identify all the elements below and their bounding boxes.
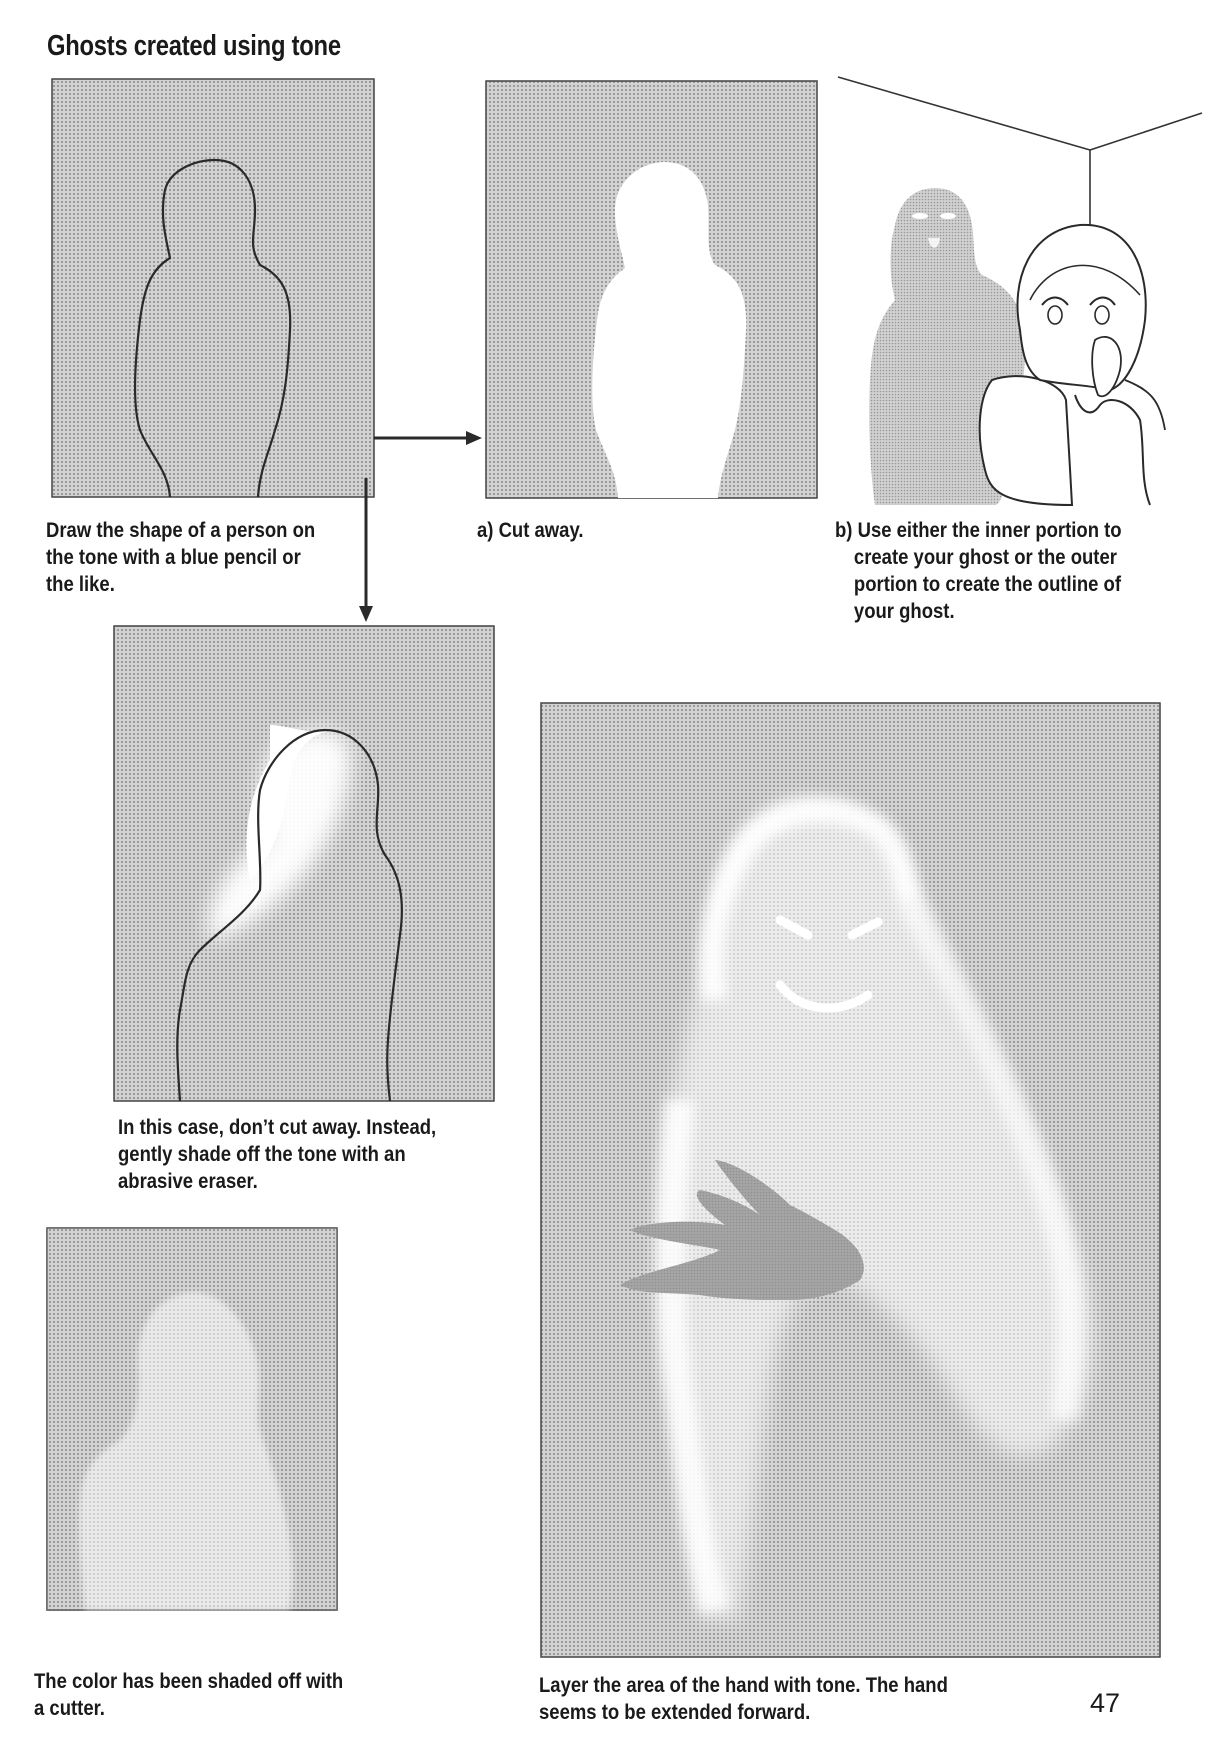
caption-line: seems to be extended forward. (539, 1700, 811, 1724)
caption-cut-away (477, 517, 584, 544)
page-number: 47 (1090, 1688, 1121, 1718)
caption-line: b) Use either the inner portion to (835, 518, 1122, 542)
panel-outline-drawing (52, 79, 374, 497)
caption-cutter (34, 1668, 343, 1722)
panel-ghost-hand (541, 703, 1160, 1657)
caption-line: create your ghost or the outer (853, 545, 1117, 569)
panel-eraser-shading (114, 626, 494, 1101)
caption-line: In this case, don’t cut away. Instead, (118, 1115, 437, 1139)
caption-use-portion (835, 517, 1122, 625)
caption-line: a) Cut away. (477, 518, 584, 542)
caption-eraser (118, 1114, 436, 1195)
panel-cut-away (486, 81, 817, 498)
caption-line: a cutter. (34, 1696, 105, 1720)
caption-line: the tone with a blue pencil or (46, 545, 301, 569)
arrow-down (359, 478, 373, 622)
caption-line: portion to create the outline of (853, 572, 1122, 596)
caption-line: your ghost. (853, 599, 955, 623)
caption-line: the like. (46, 572, 115, 596)
panel-ghost-and-girl (838, 77, 1202, 505)
caption-line: Layer the area of the hand with tone. The hand (539, 1673, 948, 1697)
caption-line: abrasive eraser. (118, 1169, 258, 1193)
caption-hand-tone (539, 1672, 948, 1726)
caption-draw-shape (46, 517, 315, 598)
caption-line: Draw the shape of a person on (46, 518, 316, 542)
caption-line: The color has been shaded off with (34, 1669, 344, 1693)
caption-line: gently shade off the tone with an (118, 1142, 406, 1166)
page-title: Ghosts created using tone (47, 30, 341, 62)
panel-cutter-shading (47, 1228, 337, 1610)
arrow-right (374, 431, 482, 445)
